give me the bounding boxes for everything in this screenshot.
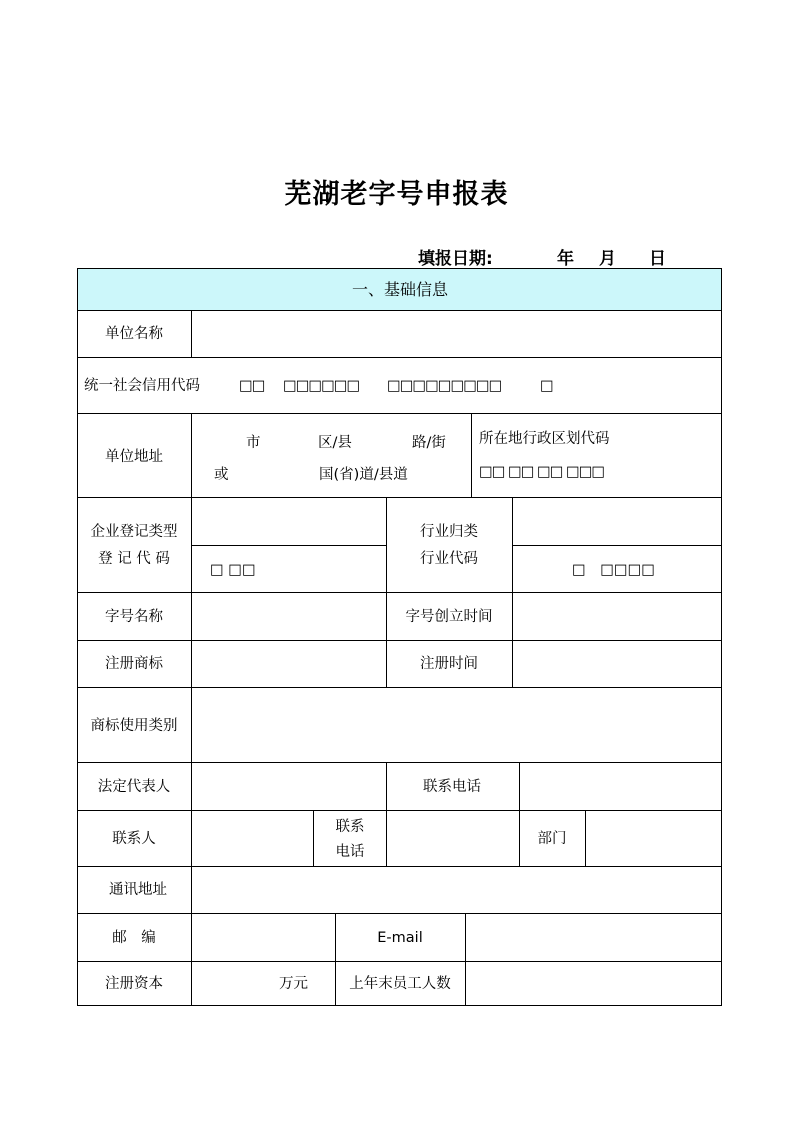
address-road-label: 路/街 [412, 435, 446, 451]
row-divider [77, 913, 722, 914]
row-divider [77, 413, 722, 414]
contact-phone-label: 联系电话 [423, 779, 481, 795]
capital-unit-label: 万元 [279, 976, 308, 992]
brand-name-label: 字号名称 [105, 609, 163, 625]
legal-rep-label: 法定代表人 [97, 779, 171, 795]
row-divider [77, 810, 722, 811]
row-divider [77, 961, 722, 962]
date-month-label: 月 [599, 249, 616, 269]
date-year-label: 年 [557, 249, 574, 269]
trademark-label: 注册商标 [105, 656, 163, 672]
fill-date-label: 填报日期: [418, 249, 493, 269]
row-divider [77, 640, 722, 641]
trademark-category-label: 商标使用类别 [90, 718, 178, 734]
row-divider [77, 592, 722, 593]
contact-person-label: 联系人 [112, 831, 156, 847]
date-day-label: 日 [649, 249, 666, 269]
contact-phone-2-line1: 联系 [335, 819, 365, 835]
column-divider [386, 497, 387, 687]
row-divider [192, 545, 387, 546]
column-divider [313, 810, 314, 866]
registration-code-label: 登 记 代 码 [98, 551, 170, 567]
row-divider [77, 357, 722, 358]
registered-capital-label: 注册资本 [105, 976, 163, 992]
credit-code-boxes-3[interactable]: □□□□□□□□□ [387, 378, 502, 394]
contact-phone-2-line2: 电话 [335, 844, 365, 860]
registration-type-label: 企业登记类型 [90, 524, 178, 540]
employees-label: 上年末员工人数 [349, 976, 451, 992]
row-divider [77, 497, 722, 498]
brand-founded-label: 字号创立时间 [405, 609, 493, 625]
credit-code-label: 统一社会信用代码 [84, 378, 200, 394]
email-label: E-mail [377, 930, 423, 946]
admin-code-label: 所在地行政区划代码 [479, 431, 610, 447]
credit-code-boxes-1[interactable]: □□ [239, 378, 265, 394]
row-divider [77, 762, 722, 763]
row-divider [512, 545, 722, 546]
row-divider [77, 687, 722, 688]
industry-code-label: 行业代码 [420, 551, 478, 567]
column-divider [335, 913, 336, 1006]
unit-name-label: 单位名称 [105, 326, 163, 342]
address-national-road-label: 国(省)道/县道 [319, 467, 408, 483]
column-divider [471, 413, 472, 497]
postcode-label: 邮 编 [112, 930, 156, 946]
section-header: 一、基础信息 [351, 280, 449, 299]
row-divider [77, 310, 722, 311]
address-label: 单位地址 [105, 449, 163, 465]
mailing-address-label: 通讯地址 [109, 882, 167, 898]
credit-code-boxes-4[interactable]: □ [540, 378, 554, 394]
registration-code-boxes[interactable]: □ □□ [210, 562, 256, 578]
row-divider [77, 866, 722, 867]
column-divider [585, 810, 586, 866]
form-title: 芜湖老字号申报表 [284, 179, 509, 210]
column-divider [512, 497, 513, 687]
credit-code-boxes-2[interactable]: □□□□□□ [283, 378, 360, 394]
column-divider [465, 913, 466, 1006]
column-divider [519, 762, 520, 866]
department-label: 部门 [537, 831, 567, 847]
admin-code-boxes[interactable]: □□ □□ □□ □□□ [479, 464, 605, 480]
register-time-label: 注册时间 [420, 656, 478, 672]
address-or-label: 或 [214, 467, 229, 483]
industry-code-boxes[interactable]: □ □□□□ [572, 562, 655, 578]
address-district-label: 区/县 [318, 435, 352, 451]
column-divider [386, 762, 387, 866]
column-divider [191, 413, 192, 1006]
industry-category-label: 行业归类 [420, 524, 478, 540]
column-divider [191, 310, 192, 358]
address-city-label: 市 [246, 435, 261, 451]
